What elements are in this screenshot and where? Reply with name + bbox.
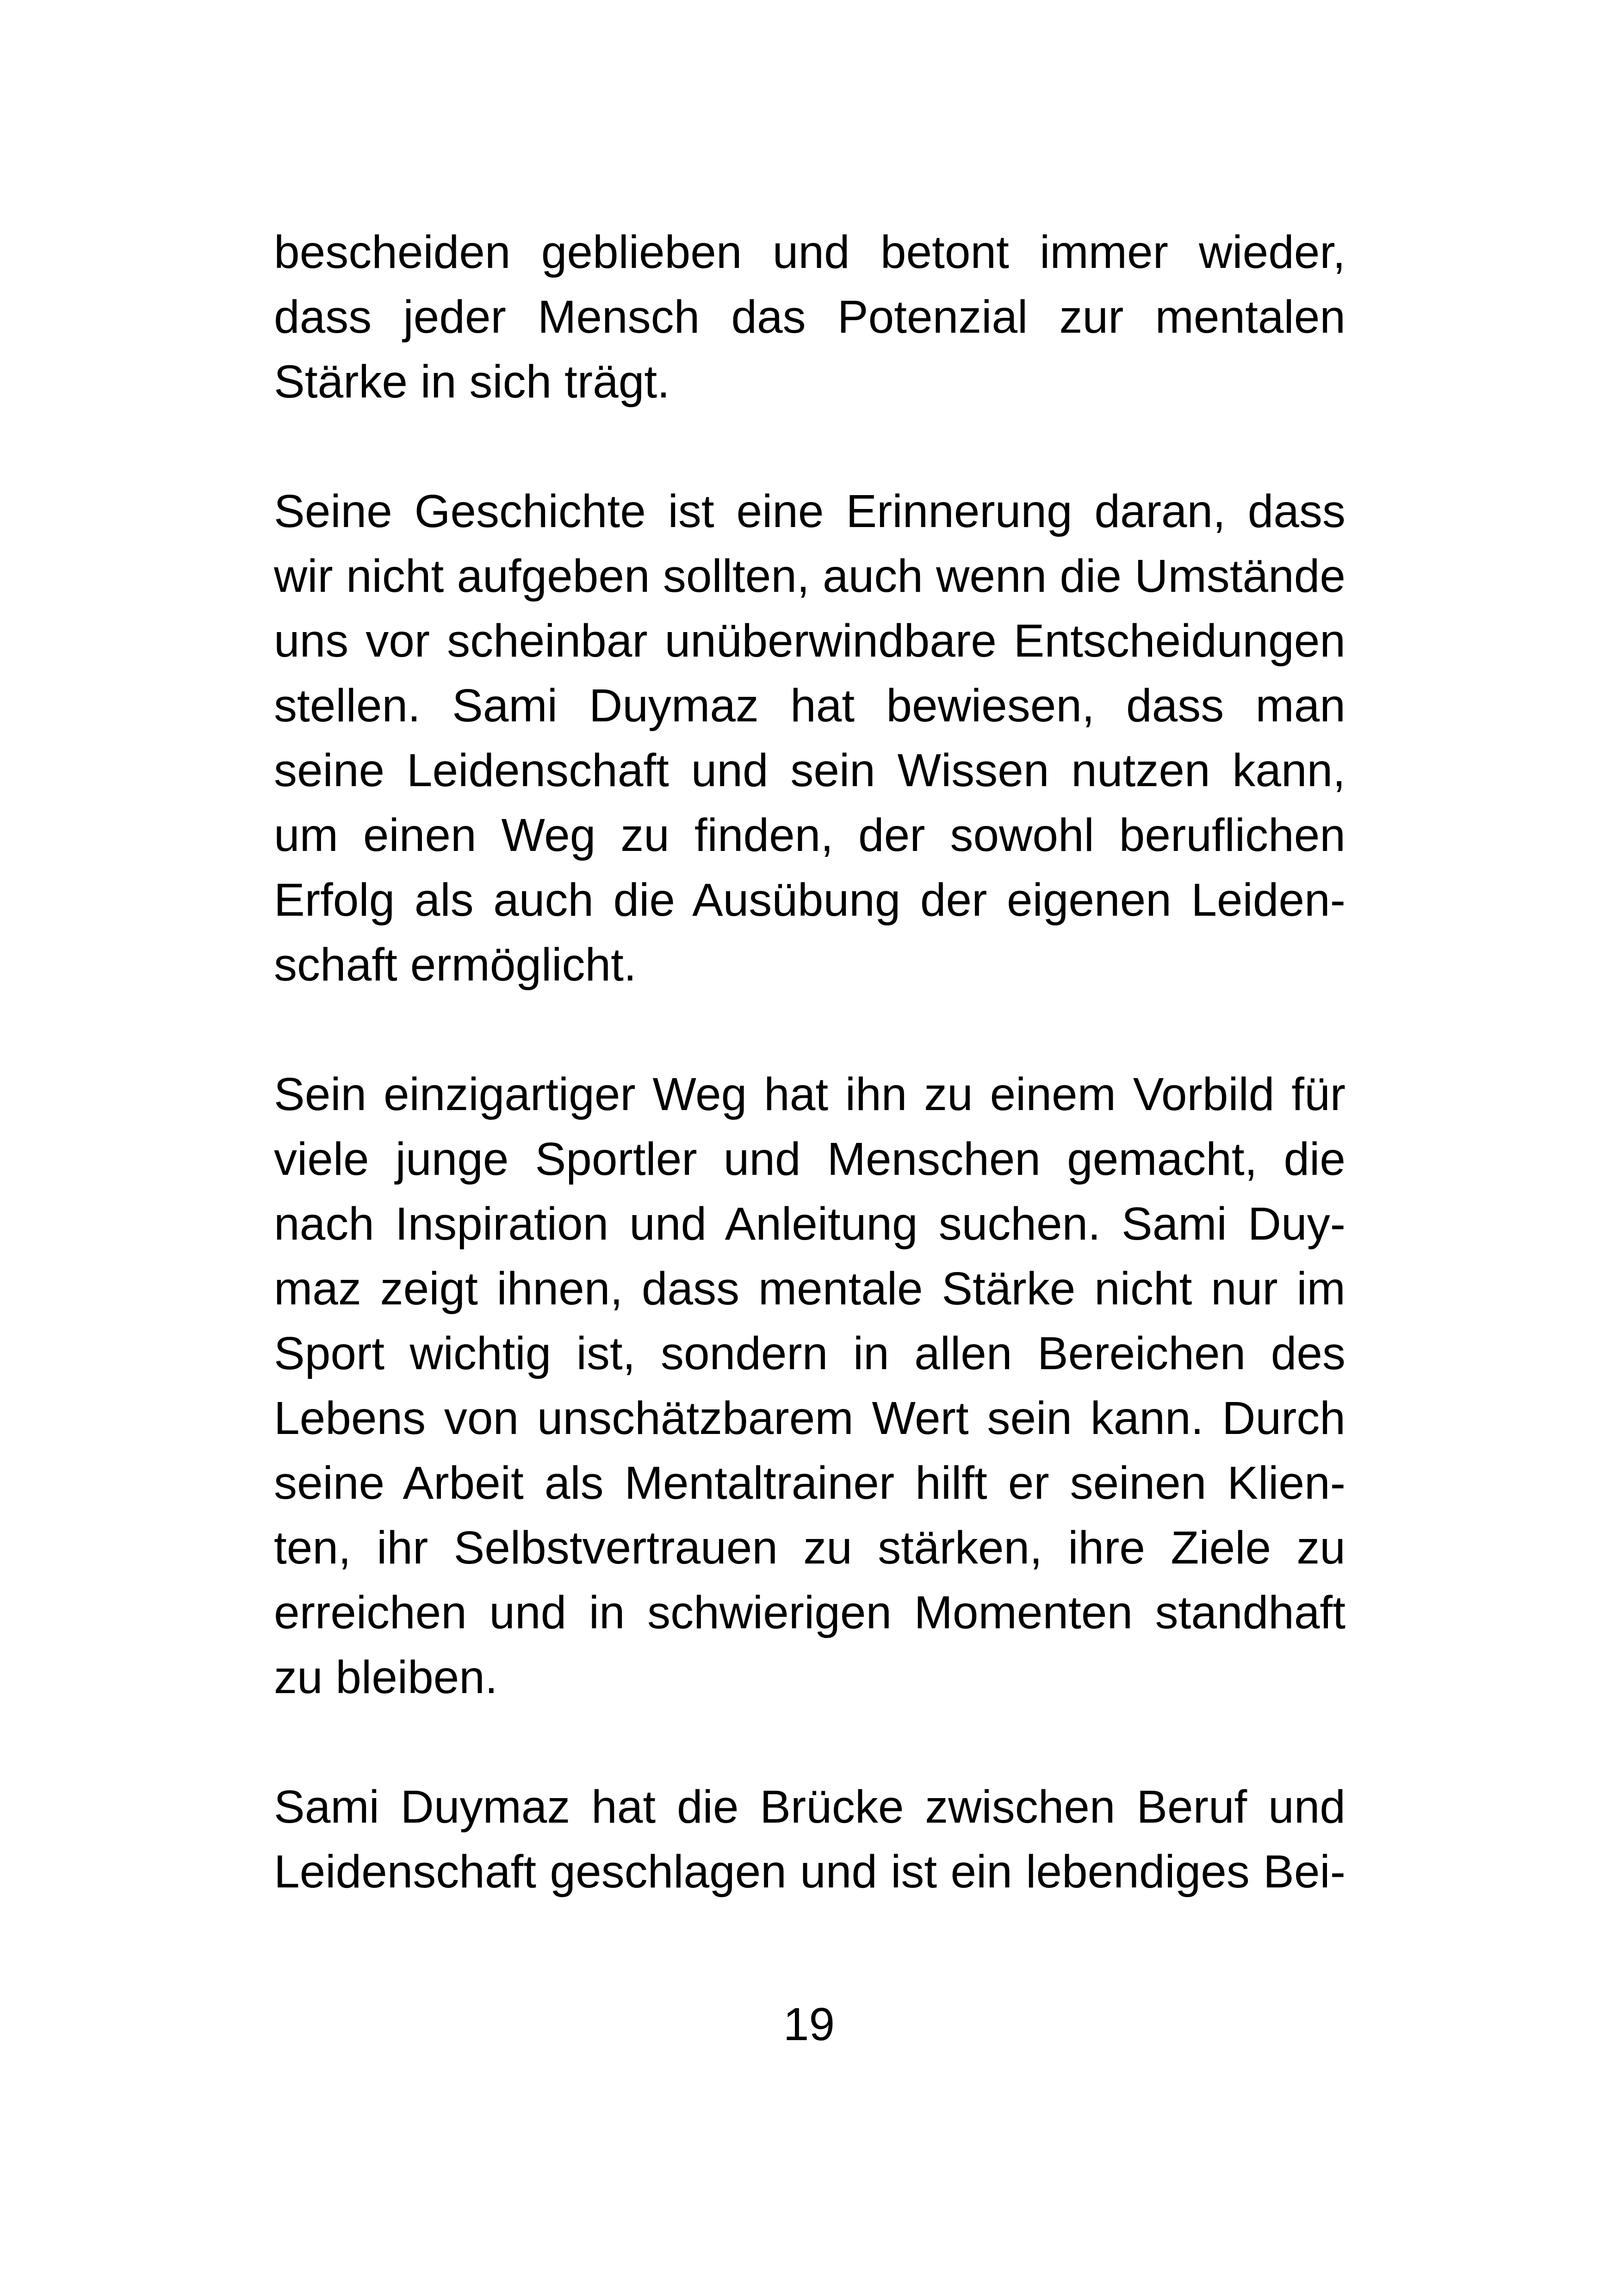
paragraph-line: maz zeigt ihnen, dass mentale Stärke nicht nur im — [274, 1263, 1345, 1315]
page-number: 19 — [783, 1998, 835, 2050]
paragraph-line: seine Leidenschaft und sein Wissen nutzen kann, — [274, 745, 1345, 796]
paragraph-line: bescheiden geblieben und betont immer wieder, — [274, 226, 1345, 278]
paragraph-line: viele junge Sportler und Menschen gemacht, die — [274, 1133, 1345, 1185]
paragraph-1 — [274, 220, 1345, 414]
paragraph-line: Lebens von unschätzbarem Wert sein kann. Durch — [274, 1392, 1345, 1444]
paragraph-line: dass jeder Mensch das Potenzial zur mentalen — [274, 291, 1345, 343]
paragraph-line: Sein einzigartiger Weg hat ihn zu einem Vorbild für — [274, 1068, 1345, 1120]
paragraph-line: seine Arbeit als Mentaltrainer hilft er seinen Klien- — [274, 1457, 1345, 1509]
paragraph-3 — [274, 1062, 1345, 1710]
paragraph-line: um einen Weg zu finden, der sowohl beruflichen — [274, 809, 1345, 861]
paragraph-line: Seine Geschichte ist eine Erinnerung daran, dass — [274, 485, 1345, 537]
paragraph-4 — [274, 1775, 1345, 1904]
paragraph-line: nach Inspiration und Anleitung suchen. Sami Duy- — [274, 1198, 1345, 1250]
paragraph-line: zu bleiben. — [274, 1651, 498, 1703]
paragraph-line: uns vor scheinbar unüberwindbare Entscheidungen — [274, 615, 1345, 667]
paragraph-line: Stärke in sich trägt. — [274, 356, 670, 408]
paragraph-line: ten, ihr Selbstvertrauen zu stärken, ihre Ziele zu — [274, 1522, 1345, 1574]
paragraph-line: stellen. Sami Duymaz hat bewiesen, dass man — [274, 680, 1345, 732]
paragraph-line: erreichen und in schwierigen Momenten standhaft — [274, 1587, 1345, 1638]
paragraph-line: Leidenschaft geschlagen und ist ein lebendiges Bei- — [274, 1846, 1345, 1898]
paragraph-line: Sami Duymaz hat die Brücke zwischen Beruf und — [274, 1781, 1345, 1833]
paragraph-line: Sport wichtig ist, sondern in allen Bereichen des — [274, 1328, 1345, 1379]
paragraph-2 — [274, 479, 1345, 997]
paragraph-line: schaft ermöglicht. — [274, 939, 637, 991]
paragraph-line: Erfolg als auch die Ausübung der eigenen Leiden- — [274, 874, 1345, 926]
paragraph-line: wir nicht aufgeben sollten, auch wenn die Umstände — [274, 550, 1345, 602]
